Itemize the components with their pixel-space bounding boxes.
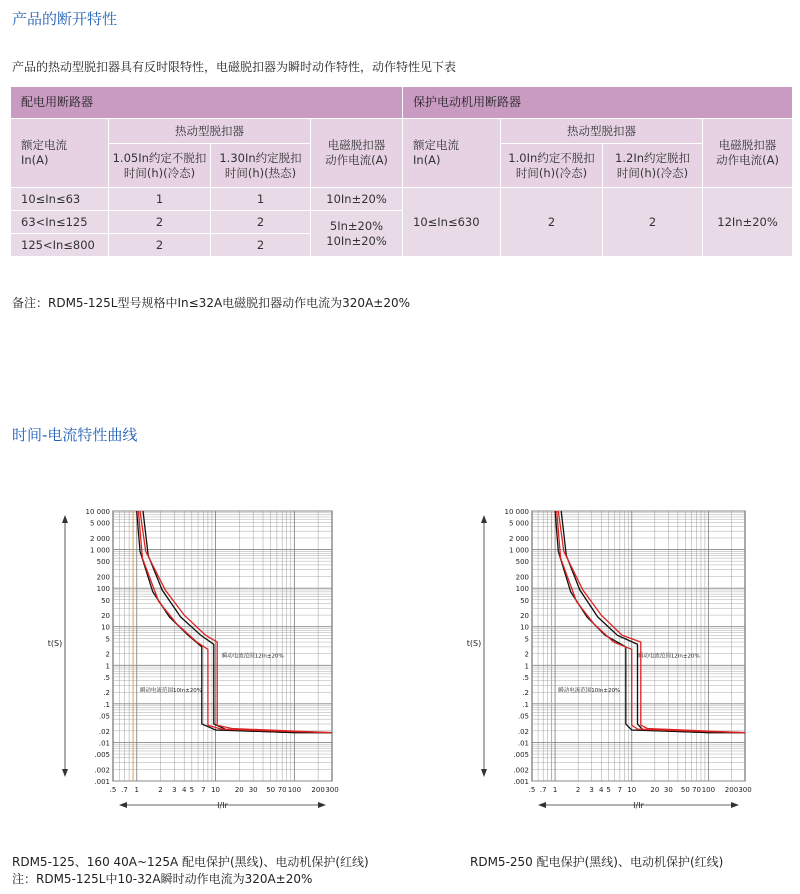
section-title-curve: 时间-电流特性曲线: [12, 426, 138, 444]
caption-left-line1: RDM5-125、160 40A~125A 配电保护(黑线)、电动机保护(红线): [12, 855, 369, 869]
left-hot-header: 1.30In约定脱扣 时间(h)(热态): [211, 144, 311, 188]
x-axis-label: I/Ir: [217, 801, 228, 810]
y-tick-label: .1: [522, 700, 529, 709]
x-tick-label: 200: [311, 786, 325, 794]
left-range-1: 10≤In≤63: [11, 188, 109, 211]
y-tick-label: 20: [520, 612, 529, 621]
group-motor-header: 保护电动机用断路器: [403, 87, 793, 119]
right-rated-current-header: 额定电流 In(A): [403, 119, 501, 188]
y-tick-label: .002: [94, 766, 110, 775]
x-tick-label: 20: [650, 786, 660, 794]
x-tick-label: 1: [552, 786, 558, 794]
y-tick-label: 500: [515, 558, 529, 567]
left-hot-2: 2: [211, 211, 311, 234]
y-tick-label: .002: [513, 766, 529, 775]
left-range-3: 125<In≤800: [11, 234, 109, 257]
x-tick-label: 4: [181, 786, 187, 794]
right-range: 10≤In≤630: [403, 188, 501, 257]
time-current-chart-left: [0, 495, 380, 815]
y-tick-label: 50: [520, 596, 529, 605]
right-hot-header: 1.2In约定脱扣 时间(h)(冷态): [603, 144, 703, 188]
y-tick-label: .02: [517, 727, 529, 736]
section-title-breaking: 产品的断开特性: [12, 10, 118, 28]
left-magnetic-header: 电磁脱扣器 动作电流(A): [311, 119, 403, 188]
right-thermal-header: 热动型脱扣器: [501, 119, 703, 144]
intro-text: 产品的热动型脱扣器具有反时限特性，电磁脱扣器为瞬时动作特性，动作特性见下表: [12, 60, 457, 74]
y-tick-label: 10 000: [504, 508, 529, 516]
y-arrow-head: [62, 515, 68, 523]
y-tick-label: .2: [522, 689, 529, 698]
x-tick-label: 30: [663, 786, 673, 794]
y-tick-label: .5: [522, 673, 529, 682]
x-tick-label: .5: [528, 786, 536, 794]
x-arrow-tail: [119, 802, 127, 808]
x-tick-label: 3: [589, 786, 594, 794]
x-tick-label: .7: [539, 786, 547, 794]
x-tick-label: 2: [575, 786, 581, 794]
y-tick-label: 100: [96, 585, 110, 594]
y-tick-label: .2: [103, 689, 110, 698]
right-mag-value: 12In±20%: [703, 188, 793, 257]
right-cold-header: 1.0In约定不脱扣 时间(h)(冷态): [501, 144, 603, 188]
y-tick-label: .001: [94, 778, 110, 786]
y-tick-label: 10 000: [85, 508, 110, 516]
group-distribution-header: 配电用断路器: [11, 87, 403, 119]
x-tick-label: 50: [680, 786, 690, 794]
y-tick-label: 500: [96, 558, 110, 567]
x-tick-label: 100: [287, 786, 302, 794]
x-tick-label: 10: [627, 786, 637, 794]
y-tick-label: .1: [103, 700, 110, 709]
y-tick-label: 10: [101, 623, 110, 632]
y-tick-label: .5: [103, 673, 110, 682]
x-tick-label: 4: [599, 786, 604, 794]
left-rated-current-header: 额定电流 In(A): [11, 119, 109, 188]
y-tick-label: 1 000: [89, 546, 110, 555]
x-tick-label: 3: [172, 786, 177, 794]
left-mag-merged: 5In±20% 10In±20%: [311, 211, 403, 257]
y-arrow-tail: [62, 769, 68, 777]
x-tick-label: 70: [692, 786, 702, 794]
y-tick-label: 2: [105, 650, 110, 659]
x-tick-label: 100: [701, 786, 716, 794]
y-tick-label: 200: [96, 573, 110, 582]
table-note: 备注：RDM5-125L型号规格中In≤32A电磁脱扣器动作电流为320A±20%: [12, 296, 411, 310]
y-tick-label: .05: [517, 712, 529, 721]
y-tick-label: 1: [105, 662, 110, 671]
x-tick-label: 30: [248, 786, 258, 794]
y-tick-label: .01: [98, 739, 110, 748]
y-tick-label: 5 000: [89, 519, 110, 528]
x-tick-label: 300: [738, 786, 752, 794]
annotation-12in: 瞬动电流范围12In±20%: [637, 653, 700, 660]
right-cold-value: 2: [501, 188, 603, 257]
caption-right-line1: RDM5-250 配电保护(黑线)、电动机保护(红线): [470, 855, 724, 869]
y-tick-label: 1: [524, 662, 529, 671]
y-tick-label: 5: [524, 635, 529, 644]
y-axis-label: t(S): [466, 639, 482, 648]
y-tick-label: .001: [513, 778, 529, 786]
y-tick-label: .005: [94, 751, 110, 760]
left-cold-1: 1: [109, 188, 211, 211]
right-hot-value: 2: [603, 188, 703, 257]
y-axis-label: t(S): [47, 639, 63, 648]
x-tick-label: 7: [201, 786, 206, 794]
left-thermal-header: 热动型脱扣器: [109, 119, 311, 144]
y-tick-label: .005: [513, 751, 529, 760]
y-tick-label: 2: [524, 650, 529, 659]
left-hot-1: 1: [211, 188, 311, 211]
left-range-2: 63<In≤125: [11, 211, 109, 234]
y-tick-label: .02: [98, 727, 110, 736]
x-tick-label: .5: [109, 786, 117, 794]
x-tick-label: .7: [121, 786, 128, 794]
x-tick-label: 7: [617, 786, 623, 794]
y-tick-label: 10: [520, 623, 529, 632]
breaking-characteristics-table: [10, 86, 793, 257]
y-tick-label: 5: [105, 635, 110, 644]
x-tick-label: 1: [134, 786, 139, 794]
annotation-10in: 瞬动电流范围10In±20%: [139, 688, 202, 695]
y-tick-label: 50: [101, 596, 110, 605]
x-axis-label: I/Ir: [633, 801, 644, 810]
y-tick-label: 2 000: [508, 534, 529, 543]
x-arrow-tail: [538, 802, 546, 808]
y-tick-label: .01: [517, 739, 529, 748]
y-arrow-head: [481, 515, 487, 523]
x-tick-label: 5: [189, 786, 195, 794]
x-tick-label: 300: [325, 786, 339, 794]
x-tick-label: 2: [158, 786, 163, 794]
y-tick-label: .05: [98, 712, 110, 721]
x-tick-label: 10: [211, 786, 221, 794]
y-tick-label: 20: [101, 612, 110, 621]
y-tick-label: 100: [515, 585, 529, 594]
x-arrow-head: [318, 802, 326, 808]
left-hot-3: 2: [211, 234, 311, 257]
x-tick-label: 20: [234, 786, 244, 794]
x-tick-label: 70: [277, 786, 287, 794]
y-tick-label: 5 000: [508, 519, 529, 528]
left-mag-1: 10In±20%: [311, 188, 403, 211]
y-arrow-tail: [481, 769, 487, 777]
x-tick-label: 200: [724, 786, 739, 794]
y-tick-label: 200: [515, 573, 529, 582]
left-cold-header: 1.05In约定不脱扣 时间(h)(冷态): [109, 144, 211, 188]
x-tick-label: 50: [266, 786, 276, 794]
y-tick-label: 1 000: [508, 546, 529, 555]
annotation-12in: 瞬动电流范围12In±20%: [221, 653, 284, 660]
x-tick-label: 5: [606, 786, 611, 794]
right-magnetic-header: 电磁脱扣器 动作电流(A): [703, 119, 793, 188]
x-arrow-head: [731, 802, 739, 808]
left-cold-3: 2: [109, 234, 211, 257]
y-tick-label: 2 000: [89, 534, 110, 543]
annotation-10in: 瞬动电流范围10In±20%: [558, 688, 621, 695]
left-cold-2: 2: [109, 211, 211, 234]
caption-left-line2: 注：RDM5-125L中10-32A瞬时动作电流为320A±20%: [12, 872, 313, 886]
time-current-chart-right: [455, 495, 800, 815]
